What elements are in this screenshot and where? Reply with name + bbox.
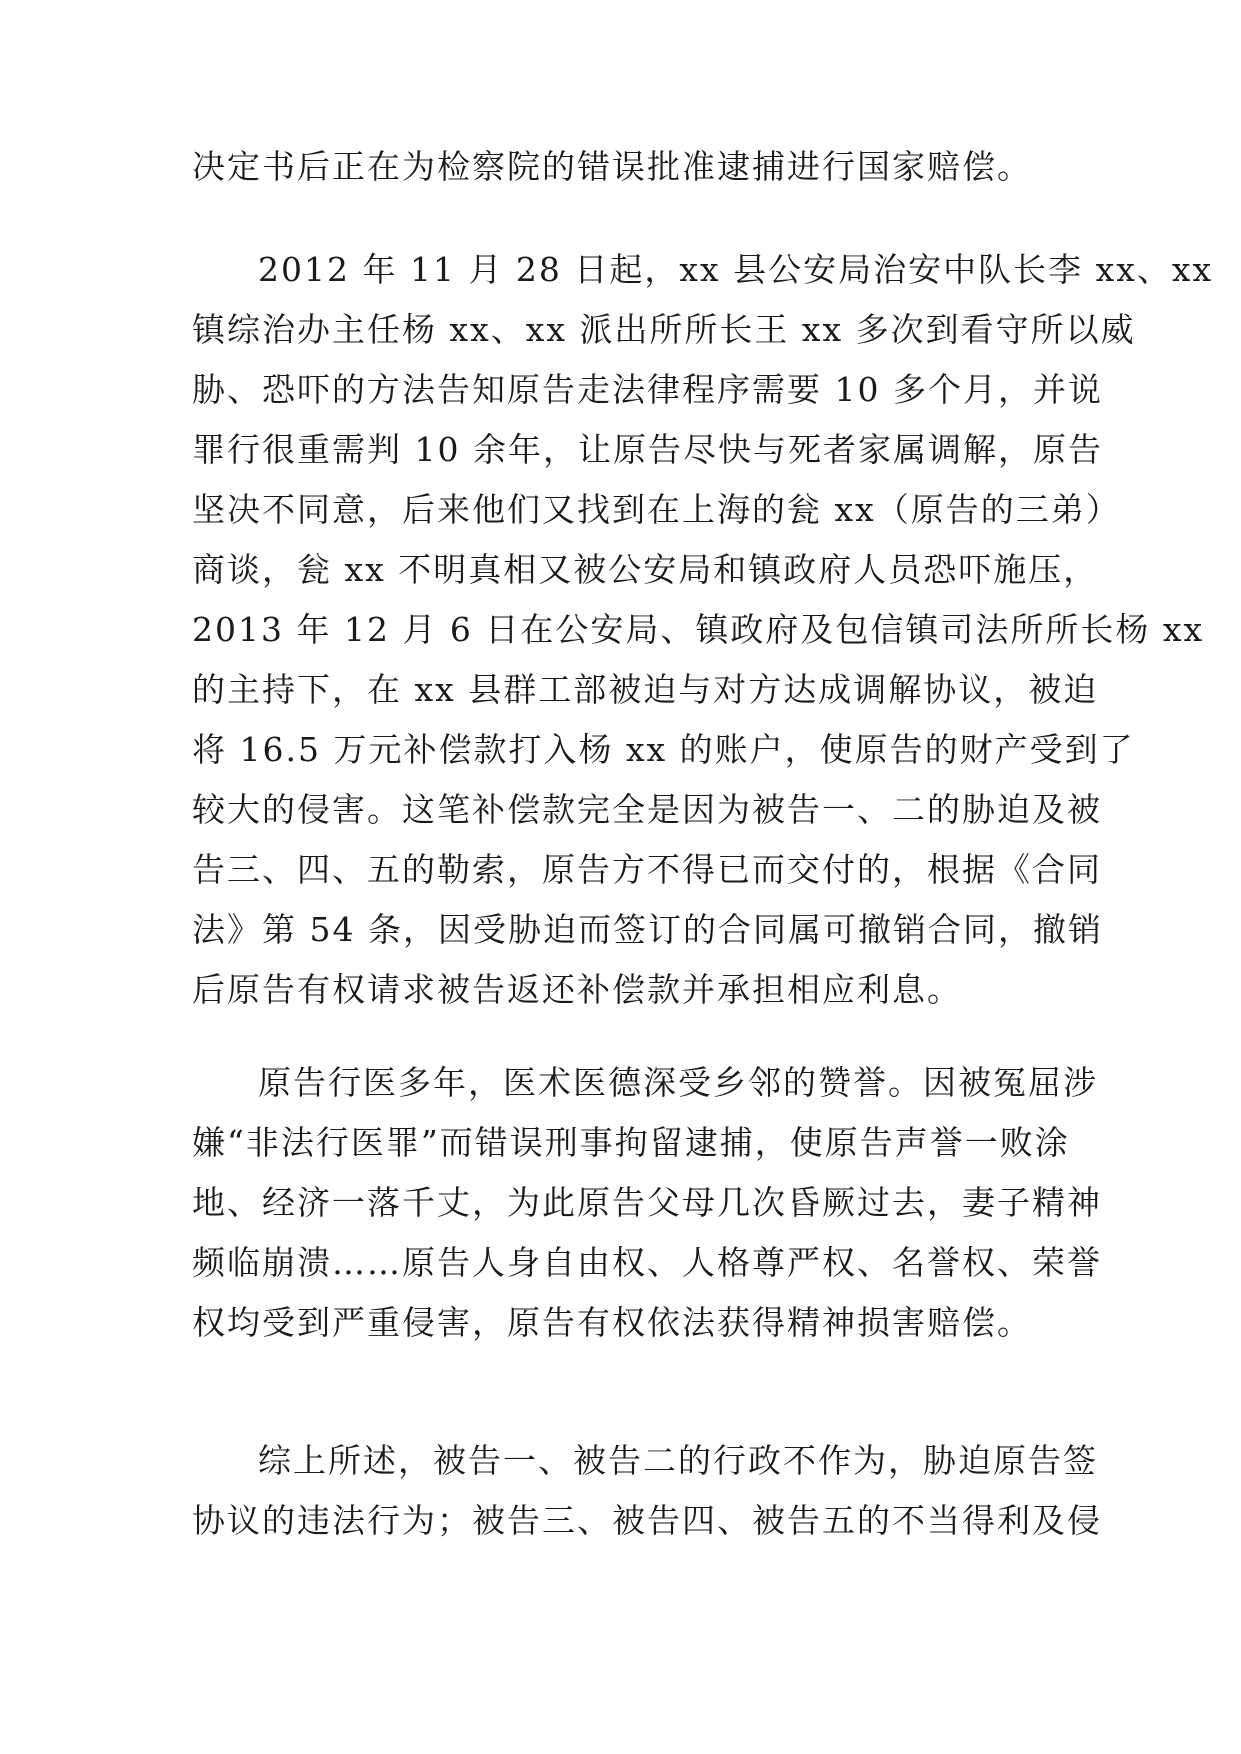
text-line: 2012 年 11 月 28 日起，xx 县公安局治安中队长李 xx、xx: [258, 250, 1214, 289]
text-line: 2013 年 12 月 6 日在公安局、镇政府及包信镇司法所所长杨 xx: [192, 610, 1205, 649]
text-line: 综上所述，被告一、被告二的行政不作为，胁迫原告签: [258, 1441, 1098, 1480]
text-line: 的主持下，在 xx 县群工部被迫与对方达成调解协议，被迫: [192, 670, 1099, 709]
text-line: 较大的侵害。这笔补偿款完全是因为被告一、二的胁迫及被: [192, 790, 1102, 829]
paragraph-2: [192, 240, 1214, 1020]
text-line: 权均受到严重侵害，原告有权依法获得精神损害赔偿。: [192, 1303, 1032, 1342]
text-line: 胁、恐吓的方法告知原告走法律程序需要 10 多个月，并说: [192, 370, 1103, 409]
text-line: 后原告有权请求被告返还补偿款并承担相应利息。: [192, 970, 962, 1009]
text-line: 商谈，瓮 xx 不明真相又被公安局和镇政府人员恐吓施压，: [192, 550, 1099, 589]
text-line: 地、经济一落千丈，为此原告父母几次昏厥过去，妻子精神: [192, 1183, 1102, 1222]
text-line: 告三、四、五的勒索，原告方不得已而交付的，根据《合同: [192, 850, 1102, 889]
text-line: 坚决不同意，后来他们又找到在上海的瓮 xx（原告的三弟）: [192, 490, 1121, 529]
text-line: 嫌“非法行医罪”而错误刑事拘留逮捕，使原告声誉一败涂: [192, 1123, 1070, 1162]
text-line: 将 16.5 万元补偿款打入杨 xx 的账户，使原告的财产受到了: [192, 730, 1135, 769]
text-line: 罪行很重需判 10 余年，让原告尽快与死者家属调解，原告: [192, 430, 1103, 469]
paragraph-4: [192, 1431, 1102, 1551]
text-line: 频临崩溃……原告人身自由权、人格尊严权、名誉权、荣誉: [192, 1243, 1102, 1282]
text-line: 原告行医多年，医术医德深受乡邻的赞誉。因被冤屈涉: [258, 1063, 1098, 1102]
text-line: 决定书后正在为检察院的错误批准逮捕进行国家赔偿。: [192, 147, 1032, 186]
paragraph-3: [192, 1053, 1102, 1353]
text-line: 镇综治办主任杨 xx、xx 派出所所长王 xx 多次到看守所以威: [192, 310, 1136, 349]
paragraph-1: [192, 137, 1062, 197]
text-line: 协议的违法行为；被告三、被告四、被告五的不当得利及侵: [192, 1501, 1102, 1540]
text-line: 法》第 54 条，因受胁迫而签订的合同属可撤销合同，撤销: [192, 910, 1103, 949]
